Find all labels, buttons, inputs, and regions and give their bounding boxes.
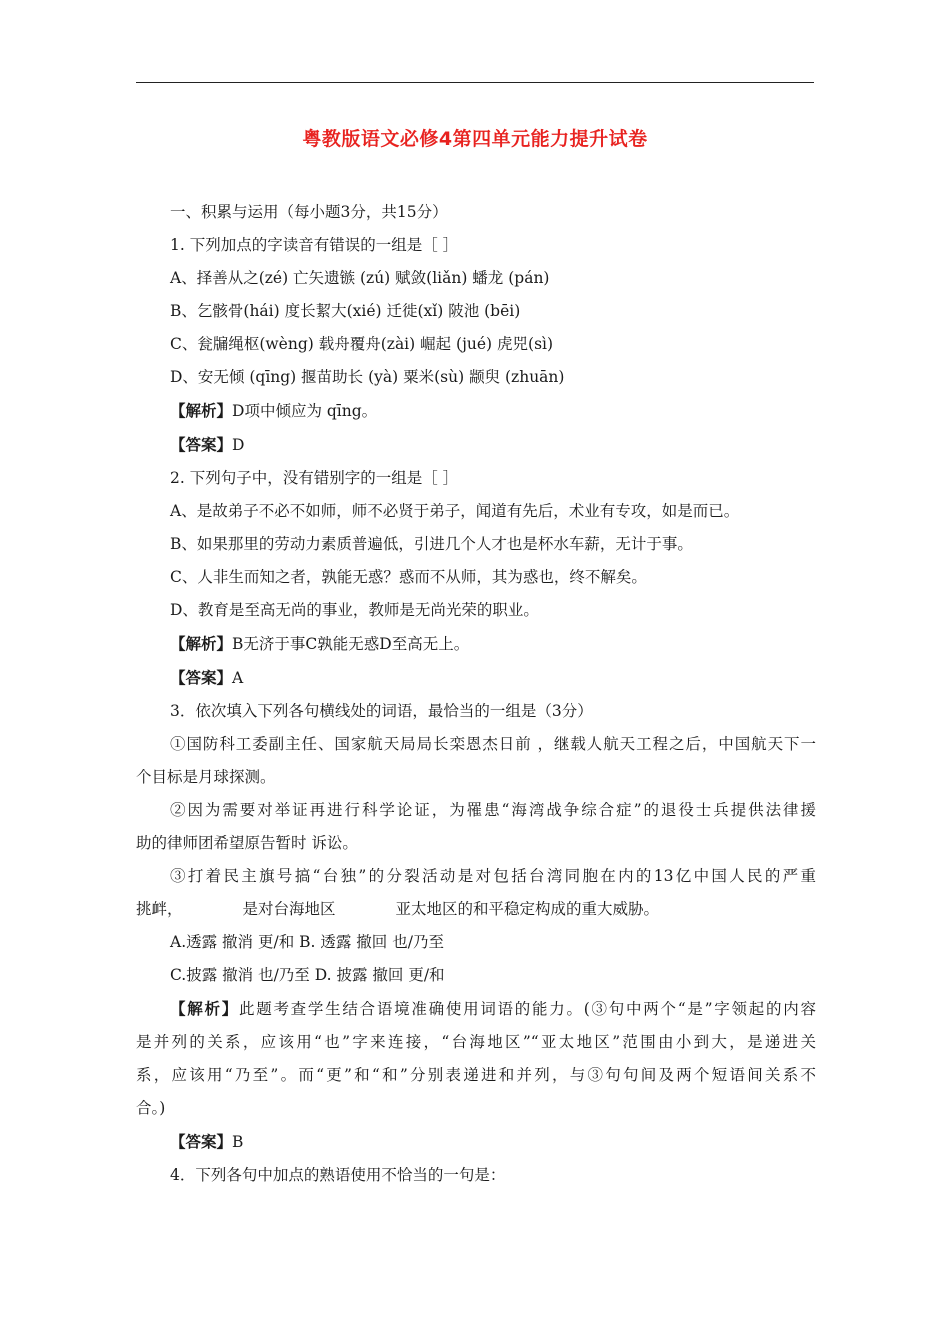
q3-sentence-1-cont: 个目标是月球探测。 [136, 768, 276, 786]
answer-tag: 【答案】 [170, 435, 233, 454]
q2-option-d: D、教育是至高无尚的事业，教师是无尚光荣的职业。 [170, 601, 539, 619]
q3-analysis-cont-2: 系，应该用“乃至”。而“更”和“和”分别表递进和并列，与③句句间及两个短语间关系不 [136, 1066, 816, 1084]
q3-sentence-3: ③打着民主旗号搞“台独”的分裂活动是对包括台湾同胞在内的13亿中国人民的严重 [170, 867, 816, 885]
q3-answer-text: B [232, 1133, 244, 1151]
q2-option-a: A、是故弟子不必不如师，师不必贤于弟子，闻道有先后，术业有专攻，如是而已。 [170, 502, 740, 520]
q3-s3-part-c: 亚太地区的和平稳定构成的重大威胁。 [395, 900, 660, 918]
q1-option-b: B、乞骸骨(hái) 度长絜大(xié) 迁徙(xǐ) 陂池 (bēi) [170, 302, 521, 320]
q3-analysis-cont-1: 是并列的关系，应该用“也”字来连接，“台海地区”“亚太地区”范围由小到大，是递进关 [136, 1033, 816, 1051]
q3-s3-part-b: 是对台海地区 [242, 900, 336, 918]
analysis-tag: 【解析】 [170, 999, 239, 1018]
q2-answer [136, 661, 816, 695]
q3-options-ab: A.透露 撤消 更/和 B. 透露 撤回 也/乃至 [170, 933, 444, 951]
document-body [136, 196, 816, 1192]
answer-tag: 【答案】 [170, 668, 233, 687]
q2-stem: 2. 下列句子中，没有错别字的一组是［ ］ [170, 469, 459, 487]
q3-analysis [136, 992, 816, 1026]
q4-stem: 4．下列各句中加点的熟语使用不恰当的一句是： [170, 1166, 506, 1184]
q1-option-a: A、择善从之(zé) 亡矢遗镞 (zú) 赋敛(liǎn) 蟠龙 (pán) [170, 269, 550, 287]
q3-analysis-cont-3: 合。) [136, 1099, 166, 1117]
q1-analysis [136, 394, 816, 428]
q1-analysis-text: D项中倾应为 qīng。 [232, 402, 378, 420]
analysis-tag: 【解析】 [170, 401, 233, 420]
q3-stem: 3．依次填入下列各句横线处的词语，最恰当的一组是（3分） [170, 702, 593, 720]
q2-analysis-text: B无济于事C孰能无惑D至高无上。 [232, 635, 470, 653]
document-title: 粤教版语文必修4第四单元能力提升试卷 [302, 128, 648, 150]
q3-analysis-text: 此题考查学生结合语境准确使用词语的能力。(③句中两个“是”字领起的内容 [238, 1000, 816, 1018]
q2-answer-text: A [232, 669, 244, 687]
header-rule [136, 82, 814, 83]
analysis-tag: 【解析】 [170, 634, 233, 653]
q3-answer [136, 1125, 816, 1159]
q3-sentence-1: ①国防科工委副主任、国家航天局局长栾恩杰日前 ，继载人航天工程之后，中国航天下一 [170, 735, 816, 753]
q2-analysis [136, 627, 816, 661]
answer-tag: 【答案】 [170, 1132, 233, 1151]
q3-options-cd: C.披露 撤消 也/乃至 D. 披露 撤回 更/和 [170, 966, 445, 984]
q2-option-c: C、人非生而知之者，孰能无惑？惑而不从师，其为惑也，终不解矣。 [170, 568, 647, 586]
q3-s3-part-a: 挑衅， [136, 900, 183, 918]
q3-sentence-2-cont: 助的律师团希望原告暂时 诉讼。 [136, 834, 358, 852]
q1-stem: 1. 下列加点的字读音有错误的一组是［ ］ [170, 236, 459, 254]
q2-option-b: B、如果那里的劳动力素质普遍低，引进几个人才也是杯水车薪，无计于事。 [170, 535, 693, 553]
q1-answer [136, 428, 816, 462]
q3-sentence-2: ②因为需要对举证再进行科学论证，为罹患“海湾战争综合症”的退役士兵提供法律援 [170, 801, 816, 819]
section-heading: 一、积累与运用（每小题3分，共15分） [170, 203, 448, 221]
q1-option-c: C、瓮牖绳枢(wèng) 载舟覆舟(zài) 崛起 (jué) 虎兕(sì) [170, 335, 554, 353]
q1-option-d: D、安无倾 (qīng) 揠苗助长 (yà) 粟米(sù) 颛臾 (zhuān) [170, 368, 565, 386]
q1-answer-text: D [232, 436, 245, 454]
q3-sentence-3-cont [136, 893, 816, 926]
